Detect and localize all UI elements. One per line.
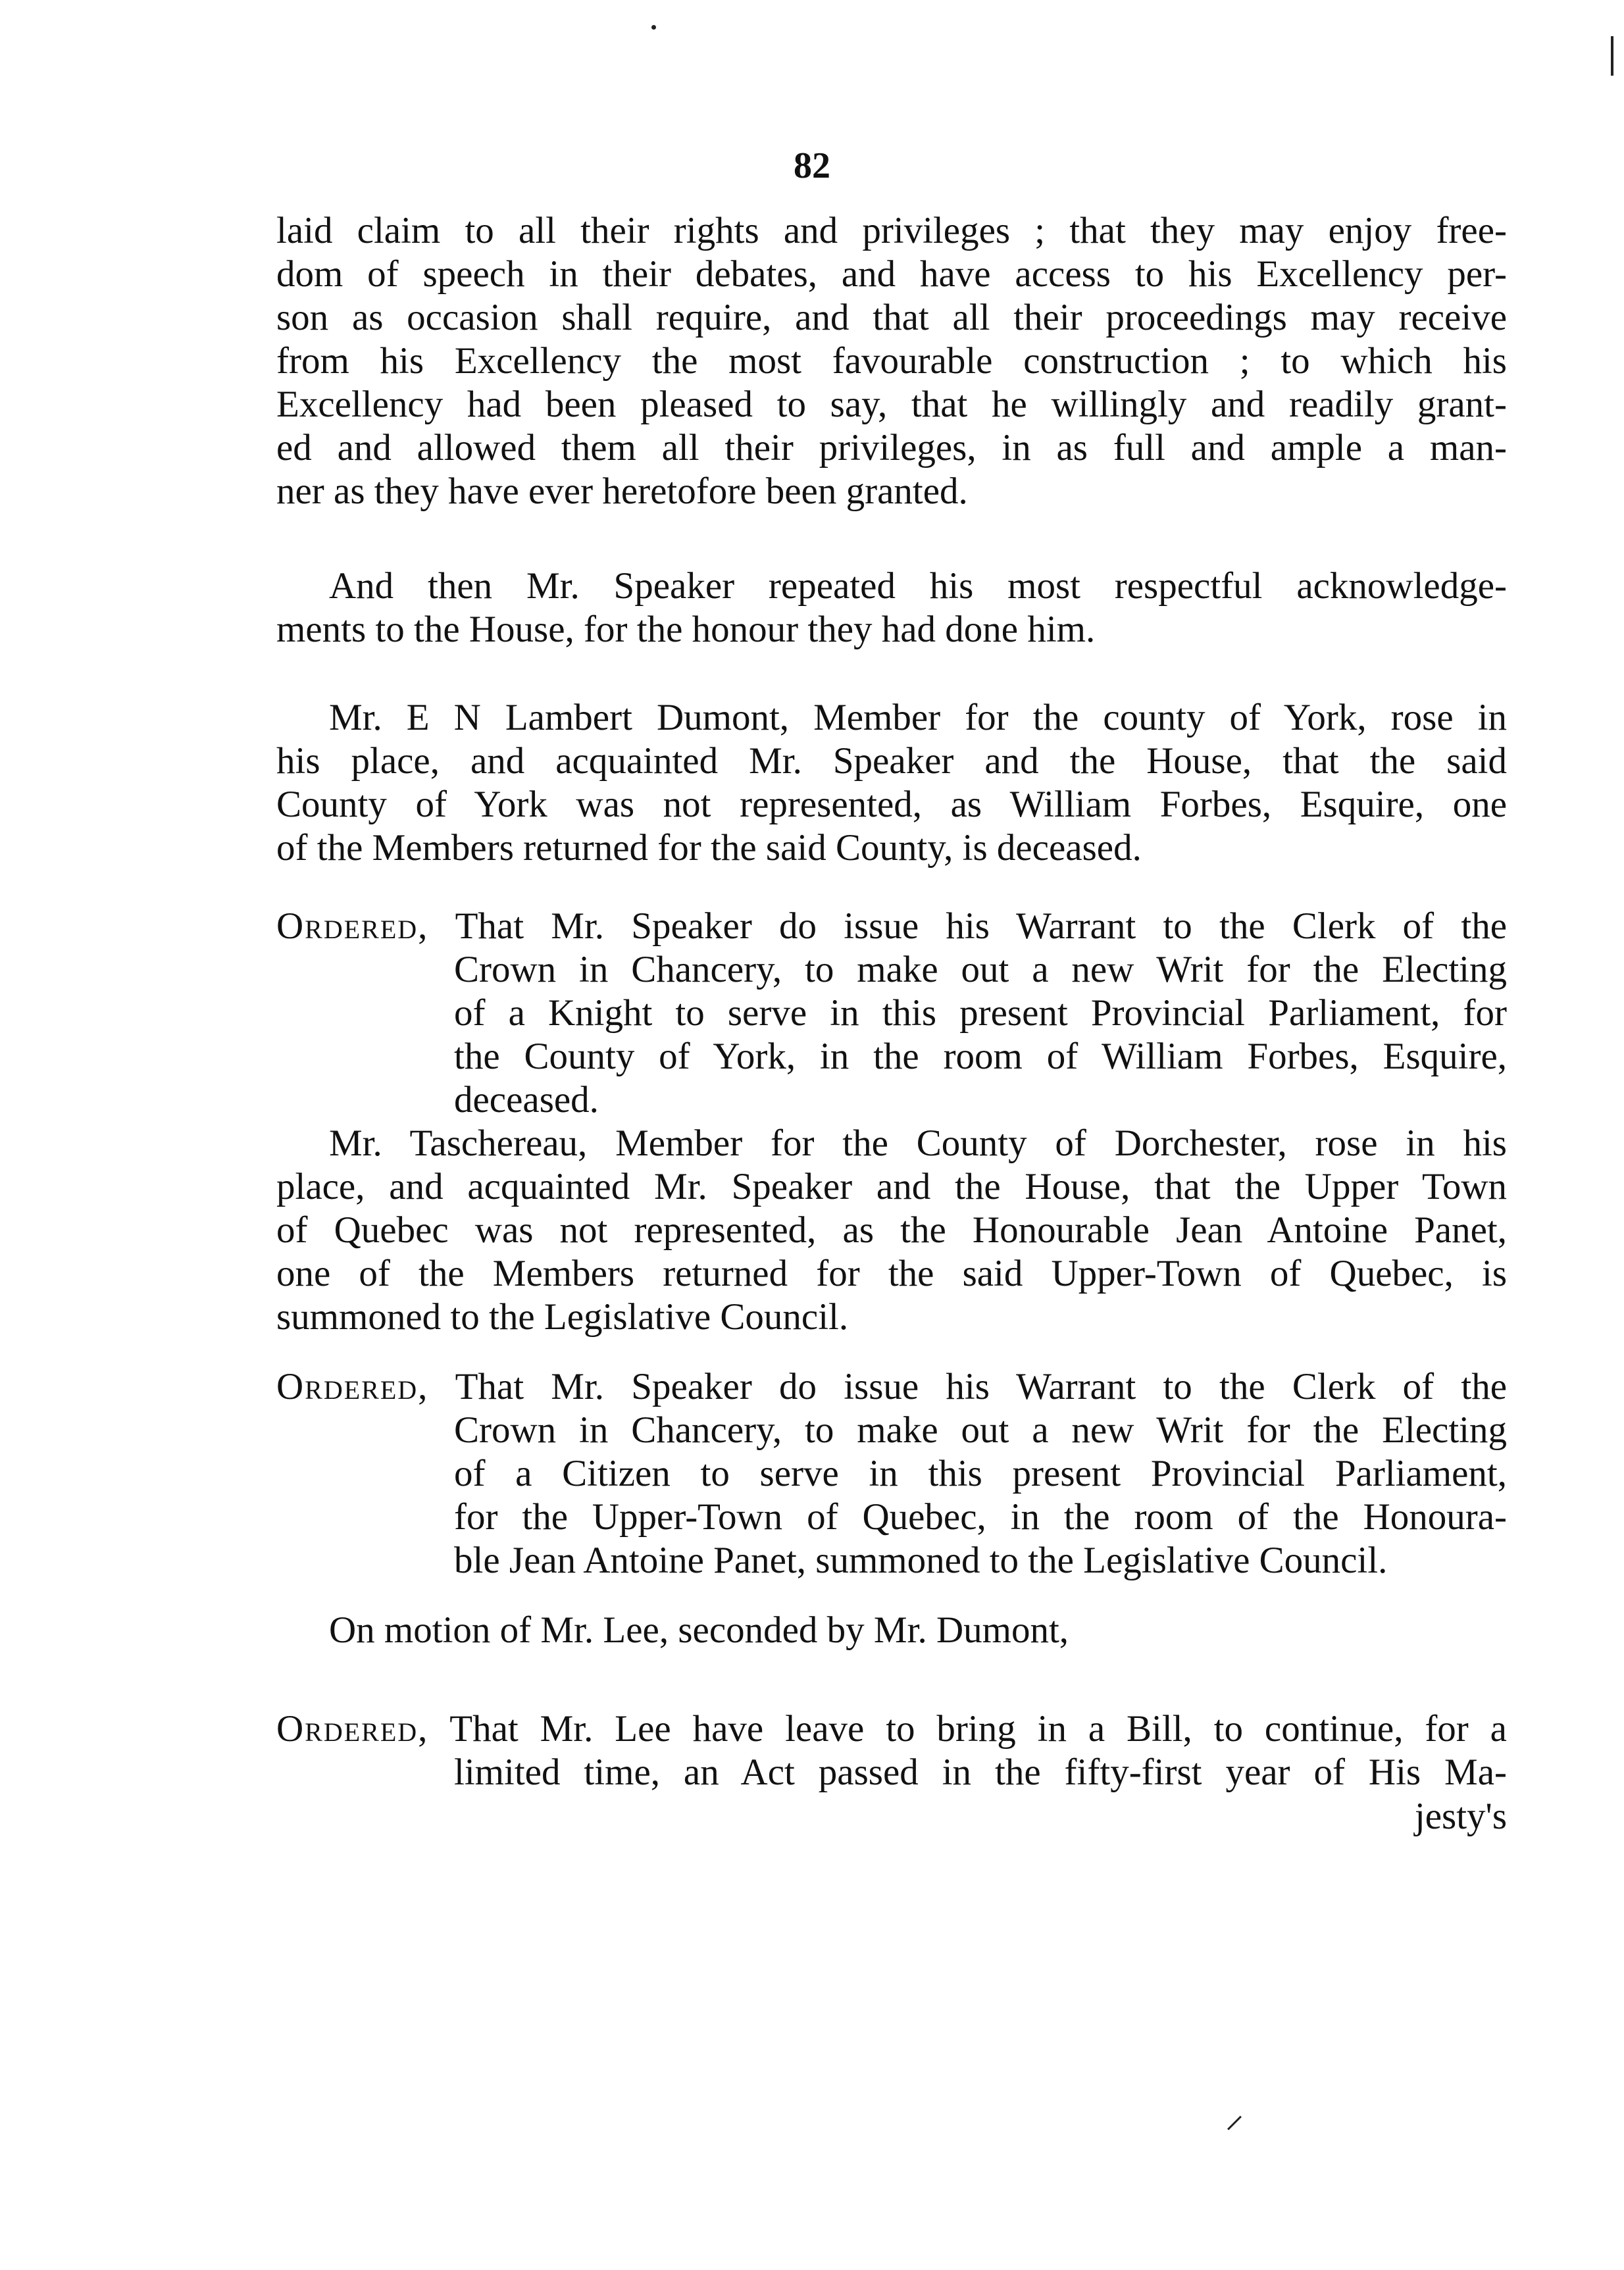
ordered-label: Ordered, [276, 1366, 429, 1407]
text-line: Mr. Taschereau, Member for the County of Dorchester, rose in his [329, 1122, 1507, 1164]
text-line: limited time, an Act passed in the fifty-first year of His Ma- [454, 1752, 1507, 1793]
paragraph-1 [276, 209, 1507, 513]
ordered-label: Ordered, [276, 905, 429, 947]
text-line: the County of York, in the room of William Forbes, Esquire, [454, 1036, 1507, 1077]
text-line: one of the Members returned for the said Upper-Town of Quebec, is [276, 1253, 1507, 1294]
text-line: On motion of Mr. Lee, seconded by Mr. Dumont, [329, 1609, 1069, 1651]
paragraph-7 [276, 1609, 1507, 1652]
text-line: from his Excellency the most favourable construction ; to which his [276, 340, 1507, 382]
ordered-label: Ordered, [276, 1708, 429, 1750]
text-line: And then Mr. Speaker repeated his most respectful acknowledge- [329, 565, 1507, 607]
paragraph-5 [276, 1122, 1507, 1339]
catchword: jesty's [1414, 1796, 1507, 1837]
paragraph-4 [276, 905, 1507, 1122]
text-line: deceased. [454, 1079, 599, 1121]
text-line: ed and allowed them all their privileges, in as full and ample a man- [276, 427, 1507, 468]
paragraph-3 [276, 696, 1507, 870]
text-line: for the Upper-Town of Quebec, in the room of the Honoura- [454, 1496, 1507, 1538]
text-line: of a Knight to serve in this present Provincial Parliament, for [454, 992, 1507, 1034]
text-line: That Mr. Lee have leave to bring in a Bill, to continue, for a [449, 1708, 1507, 1750]
order-first-line [276, 1707, 1507, 1751]
text-line: ments to the House, for the honour they had done him. [276, 609, 1096, 650]
text-line: That Mr. Speaker do issue his Warrant to the Clerk of the [455, 905, 1507, 947]
text-line: summoned to the Legislative Council. [276, 1296, 849, 1338]
edge-mark [1611, 36, 1613, 76]
text-line: That Mr. Speaker do issue his Warrant to the Clerk of the [455, 1366, 1507, 1407]
catchword-block [276, 1795, 1507, 1838]
text-line: Crown in Chancery, to make out a new Writ for the Electing [454, 1409, 1507, 1451]
paragraph-8 [276, 1707, 1507, 1794]
text-line: ner as they have ever heretofore been granted. [276, 470, 968, 512]
paragraph-6 [276, 1365, 1507, 1582]
stroke-mark [1227, 2116, 1242, 2131]
text-line: Mr. E N Lambert Dumont, Member for the county of York, rose in [329, 697, 1507, 738]
text-line: ble Jean Antoine Panet, summoned to the Legislative Council. [454, 1540, 1388, 1581]
text-line: of Quebec was not represented, as the Honourable Jean Antoine Panet, [276, 1209, 1507, 1251]
paragraph-2 [276, 565, 1507, 651]
text-line: of the Members returned for the said County, is deceased. [276, 827, 1142, 869]
text-line: place, and acquainted Mr. Speaker and the House, that the Upper Town [276, 1166, 1507, 1207]
speck-mark [651, 25, 656, 30]
text-line: Excellency had been pleased to say, that he willingly and readily grant- [276, 384, 1507, 425]
order-first-line [276, 905, 1507, 948]
order-first-line [276, 1365, 1507, 1409]
text-line: his place, and acquainted Mr. Speaker and the House, that the said [276, 740, 1507, 782]
text-line: County of York was not represented, as William Forbes, Esquire, one [276, 784, 1507, 825]
text-line: Crown in Chancery, to make out a new Writ for the Electing [454, 949, 1507, 990]
text-line: laid claim to all their rights and privileges ; that they may enjoy free- [276, 210, 1507, 251]
page-number: 82 [794, 145, 830, 186]
text-line: son as occasion shall require, and that all their proceedings may receive [276, 297, 1507, 338]
text-line: of a Citizen to serve in this present Provincial Parliament, [454, 1453, 1507, 1494]
text-line: dom of speech in their debates, and have access to his Excellency per- [276, 253, 1507, 295]
